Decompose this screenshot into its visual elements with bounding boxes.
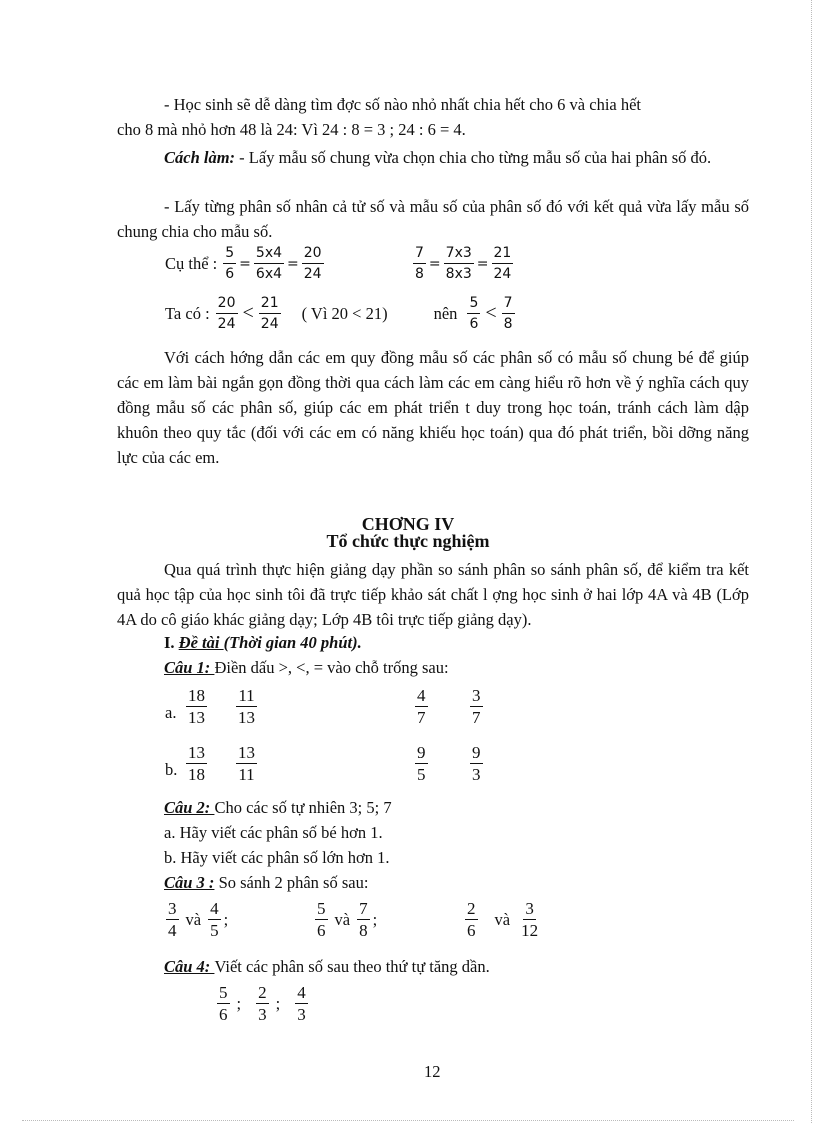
- q4-label: Câu 4:: [164, 957, 215, 976]
- de-tai-label: Đề tài: [178, 633, 224, 652]
- section-number: I.: [164, 633, 179, 652]
- para1-line1: - Học sinh sẽ dễ dàng tìm đợc số nào nhỏ nhất chia hết cho 6 và chia hết: [164, 95, 642, 114]
- q1-label: Câu 1:: [164, 658, 215, 677]
- q1b-row: [165, 742, 565, 792]
- va-word: và: [334, 909, 351, 929]
- less-than-sign: <: [485, 302, 497, 324]
- fraction: $\frac{2}{3}$: [258, 983, 267, 1024]
- cach-lam-paragraph: [117, 145, 749, 170]
- equals-sign: =: [287, 255, 299, 272]
- example-equation-2: [410, 246, 516, 281]
- chapter-subtitle: Tổ chức thực nghiệm: [326, 531, 490, 551]
- q2-label: Câu 2:: [164, 798, 215, 817]
- fraction: $\frac{7x3}{8x3}$: [445, 245, 472, 282]
- page-border-bottom: [22, 1120, 794, 1121]
- fraction: $\frac{4}{5}$: [210, 899, 219, 940]
- equals-sign: =: [239, 255, 251, 272]
- fraction: $\frac{9}{5}$: [417, 743, 426, 784]
- q3-pair-2: [312, 900, 377, 939]
- semicolon: ;: [372, 909, 378, 929]
- example-equation-1: [165, 246, 327, 281]
- equals-sign: =: [428, 255, 441, 272]
- ta-co-label: Ta có :: [165, 303, 210, 323]
- page-border-right: [811, 0, 812, 1123]
- fraction: $\frac{3}{4}$: [168, 899, 177, 940]
- comparison-line: [165, 296, 518, 331]
- cach-lam-text: - Lấy mẫu số chung vừa chọn chia cho từng mẫu số của hai phân số đó.: [235, 148, 712, 167]
- fraction: $\frac{11}{13}$: [238, 686, 255, 727]
- fraction: $\frac{21}{24}$: [493, 245, 512, 282]
- q3-text: So sánh 2 phân số sau:: [214, 873, 369, 892]
- q4-text: Viết các phân số sau theo thứ tự tăng dần.: [214, 957, 490, 976]
- fraction: $\frac{3}{7}$: [472, 686, 481, 727]
- q2b: b. Hãy viết các phân số lớn hơn 1.: [164, 848, 390, 867]
- fraction: $\frac{2}{6}$: [467, 899, 476, 940]
- semicolon: ;: [236, 993, 242, 1013]
- less-than-sign: <: [242, 302, 254, 324]
- fraction: $\frac{13}{18}$: [188, 743, 205, 784]
- question-1: [164, 658, 449, 678]
- de-tai-heading: [164, 633, 362, 653]
- para1-line2: cho 8 mà nhỏ hơn 48 là 24: Vì 24 : 8 = 3 ; 24 : 6 = 4.: [117, 120, 466, 139]
- q3-pair-1: [163, 900, 228, 939]
- para5: Qua quá trình thực hiện giảng dạy phần so sánh phân so sánh phân số, để kiểm tra kết quả học tập của học sinh tôi đã trực tiếp khảo sát chất l ợng học sinh ở hai lớp 4A và 4B (Lớp 4A do cô giáo khác giảng dạy; Lớp 4B tôi trực tiếp giảng dạy).: [117, 560, 749, 629]
- fraction: $\frac{20}{24}$: [217, 295, 236, 332]
- q1a-row: [165, 685, 565, 735]
- va-word: và: [185, 909, 202, 929]
- de-tai-time: (Thời gian 40 phút).: [223, 633, 362, 652]
- q1b-label: b.: [165, 760, 178, 779]
- fraction: $\frac{5x4}{6x4}$: [255, 245, 283, 282]
- semicolon: ;: [275, 993, 281, 1013]
- reason-text: ( Vì 20 < 21): [301, 303, 388, 323]
- fraction: $\frac{4}{7}$: [417, 686, 426, 727]
- para3: - Lấy từng phân số nhân cả tử số và mẫu số của phân số đó với kết quả vừa lấy mẫu số chung chia cho mẫu số.: [117, 197, 749, 241]
- q3-label: Câu 3 :: [164, 873, 215, 892]
- fraction: $\frac{3}{12}$: [521, 899, 539, 940]
- fraction: $\frac{7}{8}$: [415, 245, 424, 282]
- fraction: $\frac{4}{3}$: [297, 983, 306, 1024]
- q4-fractions: [214, 984, 311, 1023]
- fraction: $\frac{5}{6}$: [219, 983, 228, 1024]
- fraction: $\frac{5}{6}$: [317, 899, 326, 940]
- cu-the-label: Cụ thể :: [165, 253, 218, 273]
- fraction: $\frac{18}{13}$: [188, 686, 205, 727]
- q1-text: Điền dấu >, <, = vào chỗ trống sau:: [214, 658, 449, 677]
- page-number: 12: [424, 1062, 441, 1081]
- va-word: và: [494, 909, 511, 929]
- semicolon: ;: [223, 909, 229, 929]
- fraction: $\frac{7}{8}$: [503, 295, 513, 332]
- q2a: a. Hãy viết các phân số bé hơn 1.: [164, 823, 383, 842]
- fraction: $\frac{13}{11}$: [238, 743, 255, 784]
- cach-lam-label: Cách làm:: [164, 148, 236, 167]
- chapter-title: CHƠNG IV: [361, 514, 455, 534]
- fraction: $\frac{7}{8}$: [359, 899, 368, 940]
- equals-sign: =: [476, 255, 489, 272]
- q2-text: Cho các số tự nhiên 3; 5; 7: [214, 798, 392, 817]
- question-2: [164, 798, 392, 818]
- q3-pair-3: [462, 900, 543, 939]
- fraction: $\frac{9}{3}$: [472, 743, 481, 784]
- fraction: $\frac{20}{24}$: [303, 245, 322, 282]
- question-3: [164, 873, 368, 893]
- question-4: [164, 957, 490, 977]
- nen-label: nên: [433, 303, 458, 323]
- fraction: $\frac{5}{6}$: [225, 245, 235, 282]
- fraction: $\frac{5}{6}$: [469, 295, 479, 332]
- fraction: $\frac{21}{24}$: [260, 295, 279, 332]
- q1a-label: a.: [165, 703, 177, 722]
- para4: Với cách hớng dẫn các em quy đồng mẫu số các phân số có mẫu số chung bé để giúp các em làm bài ngắn gọn đồng thời qua cách làm các em càng hiểu rõ hơn về ý nghĩa cách quy đồng mẫu số các phân số, giúp các em phát triển t duy trong học toán, tránh cách làm dập khuôn theo quy tắc (đối với các em có năng khiếu học toán) qua đó phát triển, bồi dỡng năng lực của các em.: [117, 348, 749, 467]
